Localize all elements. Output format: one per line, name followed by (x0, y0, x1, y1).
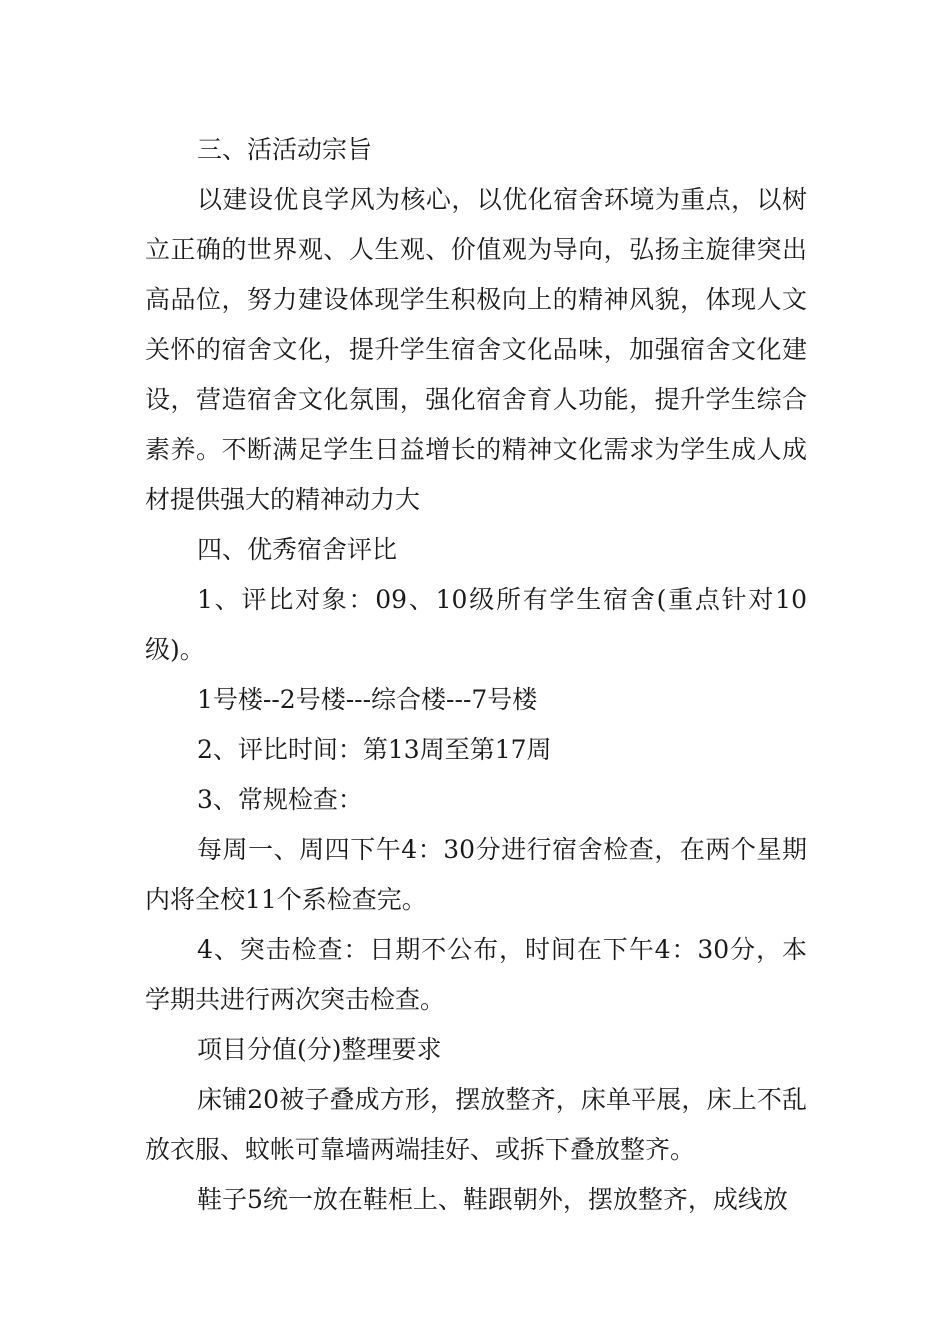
criteria-header-paragraph: 项目分值(分)整理要求 (197, 1035, 442, 1064)
shoes-criteria-paragraph: 鞋子5统一放在鞋柜上、鞋跟朝外，摆放整齐，成线放 (197, 1185, 788, 1214)
building-order-paragraph: 1号楼--2号楼---综合楼---7号楼 (197, 685, 538, 714)
section-heading-dorm-evaluation: 四、优秀宿舍评比 (197, 535, 398, 564)
document-body (145, 125, 807, 1225)
surprise-check-paragraph: 4、突击检查：日期不公布，时间在下午4：30分，本学期共进行两次突击检查。 (145, 935, 807, 1014)
section-heading-purpose: 三、活活动宗旨 (197, 135, 373, 164)
routine-check-heading: 3、常规检查： (197, 785, 363, 814)
evaluation-time-paragraph: 2、评比时间：第13周至第17周 (197, 735, 552, 764)
bed-criteria-paragraph: 床铺20被子叠成方形，摆放整齐，床单平展，床上不乱放衣服、蚊帐可靠墙两端挂好、或拆下叠放整齐。 (145, 1085, 807, 1164)
purpose-paragraph: 以建设优良学风为核心，以优化宿舍环境为重点，以树立正确的世界观、人生观、价值观为导向，弘扬主旋律突出高品位，努力建设体现学生积极向上的精神风貌，体现人文关怀的宿舍文化，提升学生宿舍文化品味，加强宿舍文化建设，营造宿舍文化氛围，强化宿舍育人功能，提升学生综合素养。不断满足学生日益增长的精神文化需求为学生成人成材提供强大的精神动力大 (145, 185, 807, 514)
evaluation-target-paragraph: 1、评比对象：09、10级所有学生宿舍(重点针对10级)。 (145, 585, 807, 664)
routine-check-paragraph: 每周一、周四下午4：30分进行宿舍检查，在两个星期内将全校11个系检查完。 (145, 835, 807, 914)
